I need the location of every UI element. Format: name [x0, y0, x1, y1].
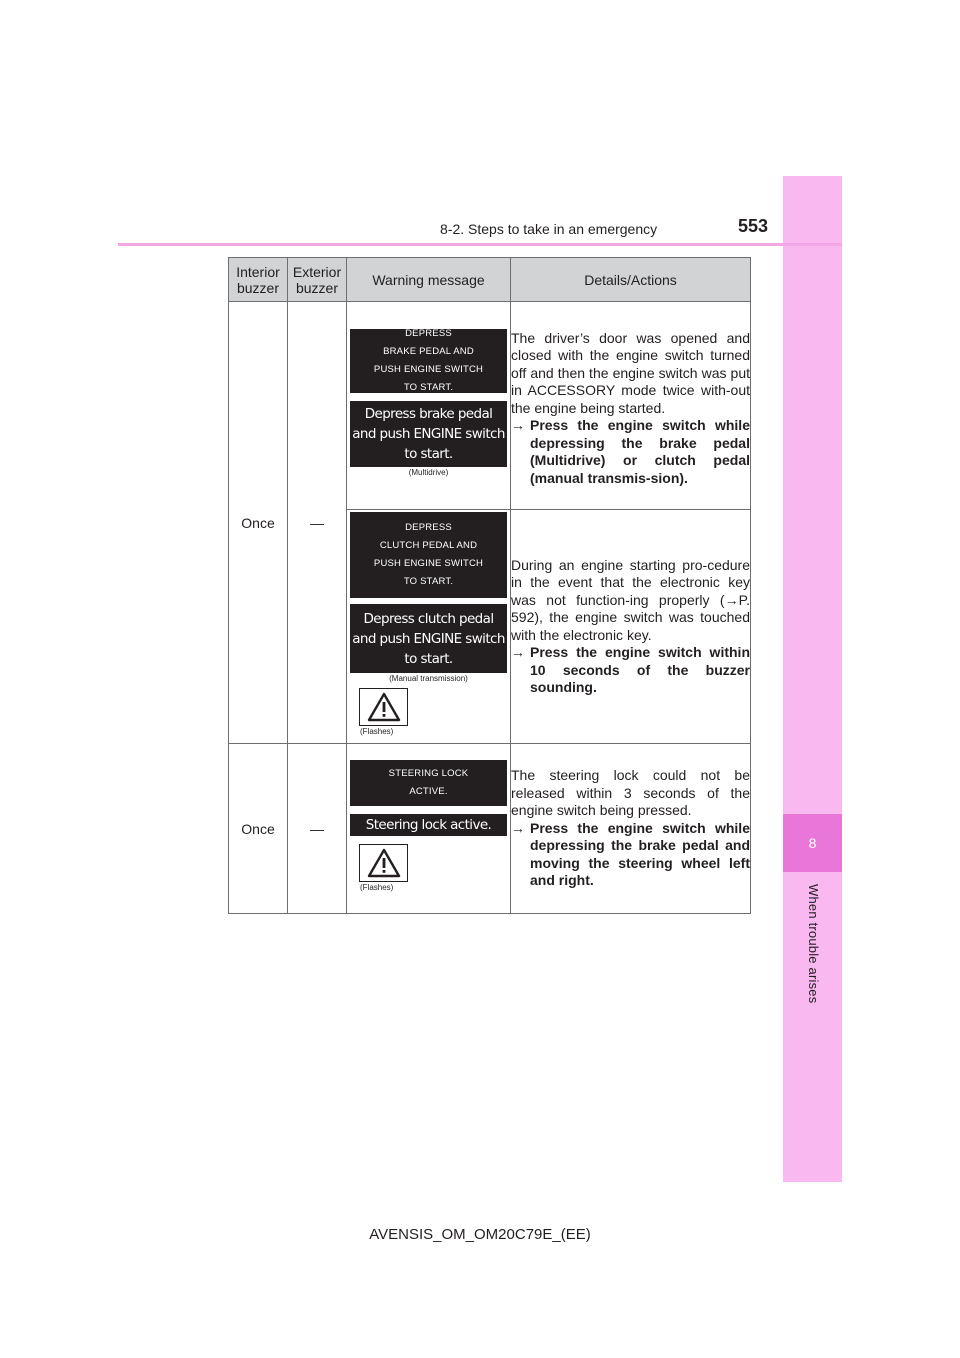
action-text: [511, 417, 750, 487]
details-text: The steering lock could not be released within 3 seconds of the engine switch being pressed.: [511, 767, 750, 819]
exterior-buzzer-cell: —: [288, 302, 347, 744]
action-label: Press the engine switch while depressing the brake pedal and moving the steering wheel left and right.: [530, 819, 750, 889]
display-line: BRAKE PEDAL AND: [383, 346, 474, 357]
display-message-caps: [350, 512, 507, 598]
header-interior-buzzer: [229, 258, 288, 302]
display-message-caps: [350, 329, 507, 393]
header-exterior-buzzer: [288, 258, 347, 302]
display-line: and push ENGINE switch: [352, 426, 505, 442]
details-cell: [511, 302, 751, 510]
document-footer: AVENSIS_OM_OM20C79E_(EE): [369, 1226, 591, 1243]
section-title: 8-2. Steps to take in an emergency: [440, 221, 658, 237]
display-message-sentence: [350, 604, 507, 673]
display-caption: (Multidrive): [408, 468, 449, 477]
display-message-sentence: [350, 401, 507, 467]
arrow-icon: →: [511, 819, 525, 836]
header-interior-label: Interior buzzer: [236, 263, 280, 296]
table-row: [229, 744, 751, 914]
arrow-icon: →: [511, 644, 525, 660]
display-line: and push ENGINE switch: [352, 630, 505, 647]
display-line: Steering lock active.: [365, 817, 492, 833]
arrow-icon: →: [511, 417, 525, 434]
table-row: [229, 302, 751, 510]
display-line: to start.: [404, 650, 453, 667]
chapter-number: 8: [783, 814, 842, 872]
warning-message-cell: [347, 510, 511, 744]
header-rule: [118, 243, 842, 246]
action-label: Press the engine switch while depressing the brake pedal (Multidrive) or clutch pedal (manual transmis-sion).: [530, 417, 750, 486]
details-cell: [511, 510, 751, 744]
display-caption: (Manual transmission): [389, 674, 468, 683]
warning-triangle-icon: [359, 844, 408, 882]
display-line: TO START.: [403, 382, 454, 393]
header-details-actions: Details/Actions: [511, 258, 751, 302]
interior-buzzer-cell: Once: [229, 302, 288, 744]
icon-caption: (Flashes): [360, 727, 394, 736]
details-text: The driver’s door was opened and closed with the engine switch turned off and then the engine switch was put in ACCESSORY mode twice with-out the engine being started.: [511, 329, 750, 416]
display-line: TO START.: [403, 576, 454, 587]
header-warning-message: Warning message: [347, 258, 511, 302]
display-line: DEPRESS: [405, 522, 452, 533]
details-cell: [511, 744, 751, 914]
action-label: Press the engine switch within 10 seconds of the buzzer sounding.: [530, 644, 750, 695]
display-line: CLUTCH PEDAL AND: [379, 540, 478, 551]
display-line: Depress brake pedal: [364, 406, 493, 422]
header-exterior-label: Exterior buzzer: [292, 263, 342, 296]
display-line: STEERING LOCK: [388, 768, 469, 779]
warning-message-cell: [347, 744, 511, 914]
action-text: [511, 820, 750, 890]
display-line: PUSH ENGINE SWITCH: [373, 558, 484, 569]
exterior-buzzer-cell: —: [288, 744, 347, 914]
page-number: 553: [738, 216, 769, 236]
display-line: ACTIVE.: [409, 786, 448, 797]
chapter-title: When trouble arises: [806, 884, 821, 1004]
display-line: DEPRESS: [405, 328, 452, 339]
icon-caption: (Flashes): [360, 883, 394, 892]
warning-triangle-icon: [359, 688, 408, 726]
display-line: PUSH ENGINE SWITCH: [373, 364, 484, 375]
warning-triangle-icon-graphic: [366, 847, 402, 879]
display-line: Depress clutch pedal: [363, 610, 494, 627]
display-message-sentence: [350, 814, 507, 836]
display-line: to start.: [404, 446, 453, 462]
chapter-side-tab: [783, 176, 842, 1182]
warning-triangle-icon-graphic: [366, 691, 402, 723]
table-header-row: [229, 258, 751, 302]
warning-message-cell: [347, 302, 511, 510]
interior-buzzer-cell: Once: [229, 744, 288, 914]
action-text: [511, 644, 750, 697]
warning-table: [228, 257, 751, 914]
display-message-caps: [350, 760, 507, 806]
details-text: During an engine starting pro-cedure in the event that the electronic key was not function-ing properly (→P. 592), the engine switch was touched with the electronic key.: [511, 556, 750, 643]
